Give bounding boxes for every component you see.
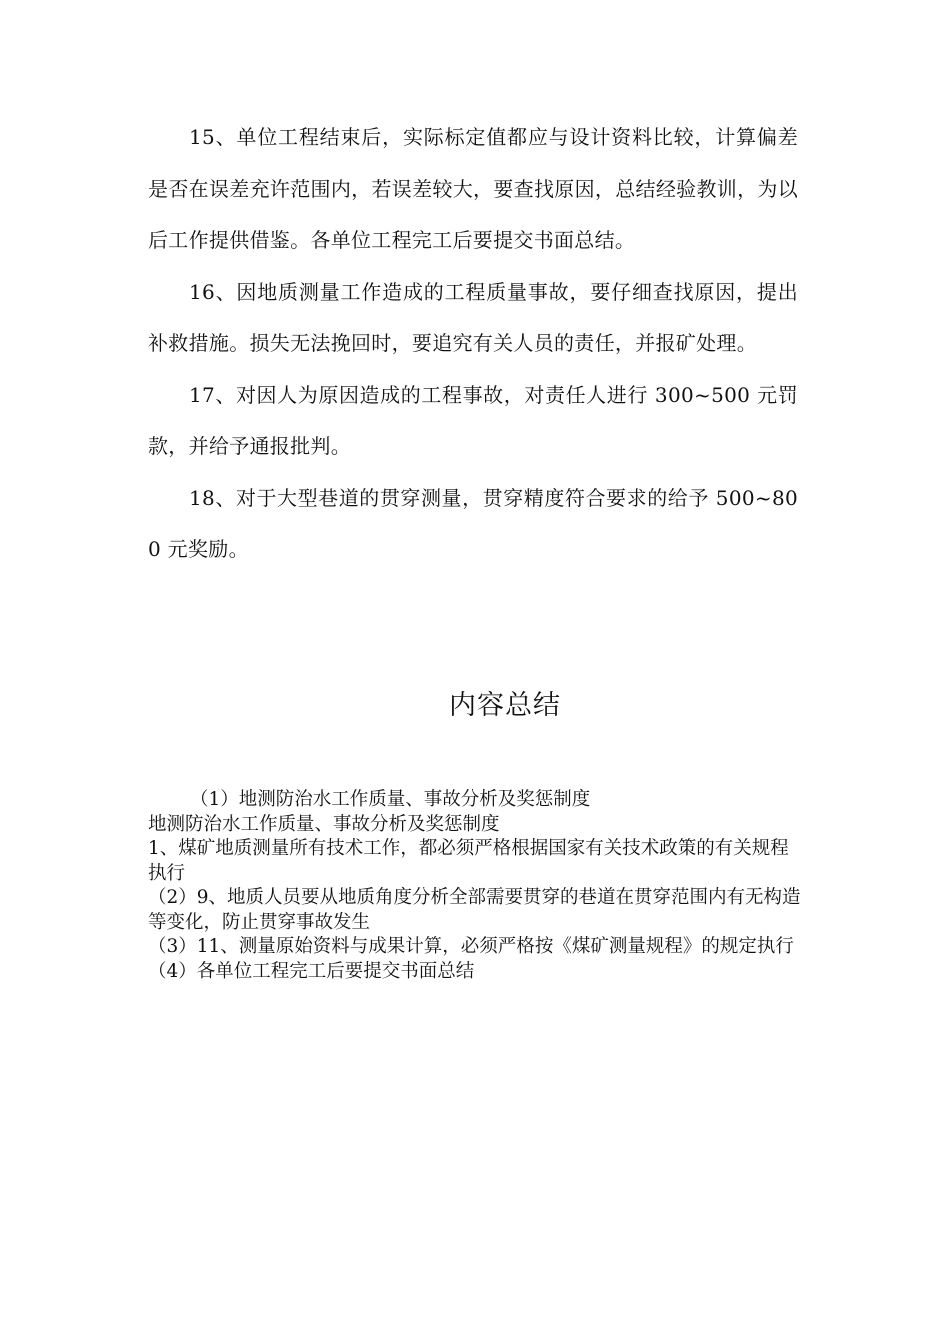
summary-title: 内容总结 xyxy=(449,690,561,721)
body-text xyxy=(148,112,798,576)
summary-line: （1）地测防治水工作质量、事故分析及奖惩制度 xyxy=(190,789,591,810)
summary-list xyxy=(148,788,802,984)
summary-line: （3）11、测量原始资料与成果计算，必须严格按《煤矿测量规程》的规定执行 xyxy=(148,936,794,957)
paragraph-15: 15、单位工程结束后，实际标定值都应与设计资料比较，计算偏差是否在误差充许范围内，若误差较大，要查找原因，总结经验教训，为以后工作提供借鉴。各单位工程完工后要提交书面总结。 xyxy=(148,125,798,252)
summary-line: （4）各单位工程完工后要提交书面总结 xyxy=(148,960,475,982)
summary-line: 1、煤矿地质测量所有技术工作，都必须严格根据国家有关技术政策的有关规程执行 xyxy=(148,838,789,884)
summary-line: （2）9、地质人员要从地质角度分析全部需要贯穿的巷道在贯穿范围内有无构造等变化，防止贯穿事故发生 xyxy=(148,887,801,933)
paragraph-17: 17、对因人为原因造成的工程事故，对责任人进行 300~500 元罚款，并给予通报批判。 xyxy=(148,382,798,458)
summary-line: 地测防治水工作质量、事故分析及奖惩制度 xyxy=(148,813,500,835)
paragraph-16: 16、因地质测量工作造成的工程质量事故，要仔细查找原因，提出补救措施。损失无法挽回时，要追究有关人员的责任，并报矿处理。 xyxy=(148,279,798,355)
paragraph-18: 18、对于大型巷道的贯穿测量，贯穿精度符合要求的给予 500~800 元奖励。 xyxy=(148,485,798,561)
